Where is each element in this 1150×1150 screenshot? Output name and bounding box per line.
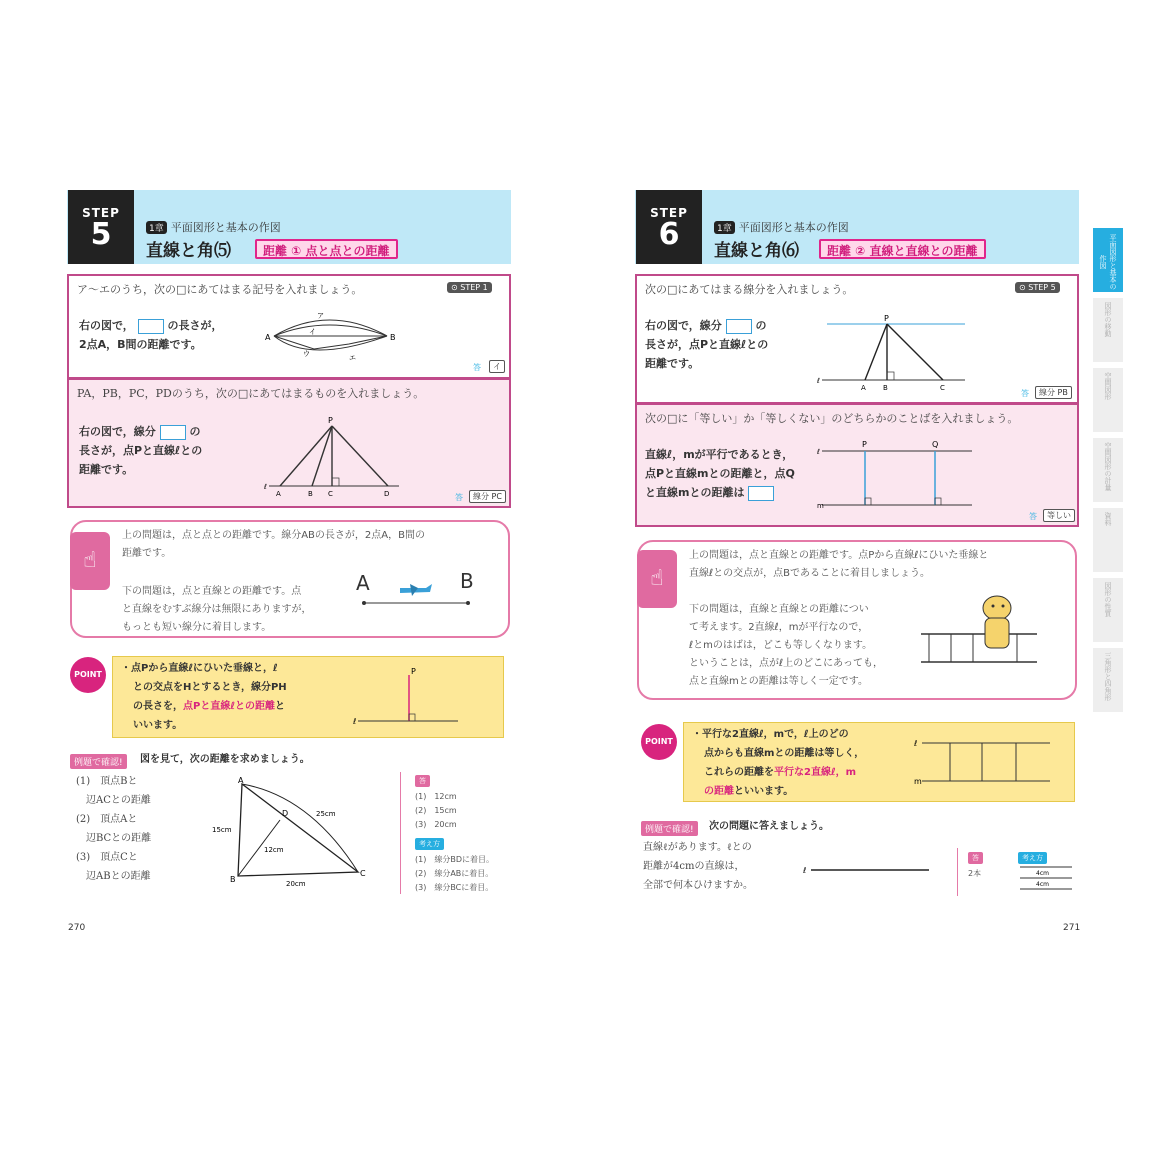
svg-text:m: m [817,502,824,510]
pointing-hand-icon: ☝ [637,550,677,608]
q1-answer: 線分 PB [1035,386,1072,399]
exp-line-1: 上の問題は，点と点との距離です。線分ABの長さが，2点A，B間の [122,530,425,541]
triangle-label: D [282,809,289,818]
svg-text:C: C [940,384,945,392]
perpendicular-figure [264,414,404,499]
svg-text:D: D [384,490,390,498]
point-line-4 [704,782,793,801]
example-items [643,838,753,895]
svg-text:ℓ: ℓ [914,739,918,748]
answer-label: 答 [415,775,430,787]
question-2-box: 次の□に「等しい」か「等しくない」のどちらかのことばを入れましょう。 直線ℓ，mが平行であるとき， 点Pと直線mとの距離と，点Q と直線mとの距離は P Q ℓ m 答 等しい [635,403,1079,527]
hint-item: 4cm [1036,870,1049,877]
explanation-box [70,520,510,638]
example-item: 辺ACとの距離 [76,795,151,806]
hint-item: 4cm [1036,881,1049,888]
side-tab-label: 資料 [1104,512,1112,526]
q2-answer: 線分 PC [469,490,506,503]
point-line-3b: 点Pと直線ℓとの距離 [183,701,276,712]
q1-instruction: ア～エのうち，次の□にあてはまる記号を入れましょう。 [77,283,363,296]
hint-figure [1018,864,1074,894]
topic-tag: 距離 ① 点と点との距離 [255,239,398,259]
q1-text-2: の長さが， [167,319,223,332]
svg-text:ℓ: ℓ [817,377,820,385]
svg-text:Q: Q [932,440,939,449]
exp-line-4: て考えます。2直線ℓ，mが平行なので， [689,622,869,633]
example-item: (3) 頂点Cと [76,852,138,863]
pointing-hand-icon: ☝ [70,532,110,590]
side-tab-label: 図形の性質 [1104,582,1112,617]
q1-step-badge: ⊙ STEP 5 [1015,282,1060,293]
svg-text:ℓ: ℓ [264,483,267,491]
point-line-1: ・点Pから直線ℓにひいた垂線と，ℓ [121,663,278,674]
example-label: 例題で確認! [641,821,698,836]
exp-line-3: 下の問題は，直線と直線との距離につい [689,604,869,615]
page-number: 271 [1063,923,1081,933]
point-box [112,656,504,738]
chapter-number: 1章 [146,221,167,234]
chapter-title: 平面図形と基本の作図 [170,221,281,234]
point-line-2: 点からも直線mとの距離は等しく， [704,748,865,759]
page-number: 270 [68,923,86,933]
hint-item: (3) 線分BCに着目。 [415,883,494,892]
q2-instruction: PA，PB，PC，PDのうち，次の□にあてはまるものを入れましょう。 [77,387,425,400]
side-tab[interactable] [1093,298,1123,362]
q2-instruction: 次の□に「等しい」か「等しくない」のどちらかのことばを入れましょう。 [645,412,1019,425]
exp-line-2: 直線ℓとの交点が，点Bであることに着目しましょう。 [689,568,930,579]
point-box [683,722,1075,802]
triangle-label: A [238,776,244,785]
answer-item: (1) 12cm [415,792,457,801]
q1-step-badge: ⊙ STEP 1 [447,282,492,293]
example-item: 直線ℓがあります。ℓとの [643,842,752,853]
q1-text [79,316,222,354]
example-instruction: 次の問題に答えましょう。 [709,821,829,832]
svg-text:ウ: ウ [303,350,310,358]
q1-text-4: 距離です。 [645,357,700,370]
svg-text:B: B [390,333,396,342]
point-line-3b: 平行な2直線ℓ，m [774,767,857,778]
exp-line-1: 上の問題は，点と直線との距離です。点Pから直線ℓにひいた垂線と [689,550,989,561]
divider [400,772,401,894]
side-tab[interactable] [1093,508,1123,572]
point-line-3 [704,763,856,782]
triangle-label: 25cm [316,810,336,818]
svg-text:A: A [356,571,370,595]
point-line-3 [133,697,285,716]
exp-line-5: もっとも短い線分に着目します。 [122,622,272,633]
exp-line-6: ということは，点がℓ上のどこにあっても， [689,658,884,669]
svg-text:C: C [328,490,333,498]
example-hints [415,853,494,895]
q2-text [645,445,795,502]
q1-answer: イ [489,360,505,373]
hint-label: 考え方 [1018,852,1047,864]
point-line-2: との交点をHとするとき，線分PH [133,682,287,693]
svg-text:P: P [328,416,333,425]
side-tab[interactable] [1093,368,1123,432]
answer-item: (2) 15cm [415,806,457,815]
plane-illustration [352,566,482,616]
svg-text:B: B [460,569,474,593]
point-line-3a: これらの距離を [704,767,774,778]
page-title: 直線と角⑸ [146,241,231,261]
side-tab-label: 空間図形の計量 [1104,442,1112,491]
triangle-label: C [360,869,366,878]
q2-text-3: と直線mとの距離は [645,486,745,499]
step-box [68,190,134,264]
example-item: 辺BCとの距離 [76,833,152,844]
point-line-4: いいます。 [133,720,183,731]
triangle-label: 12cm [264,846,284,854]
example-instruction: 図を見て，次の距離を求めましょう。 [140,754,310,765]
svg-text:イ: イ [309,328,316,336]
page-title: 直線と角⑹ [714,241,799,261]
svg-text:ℓ: ℓ [817,448,820,456]
chapter-title: 平面図形と基本の作図 [738,221,849,234]
side-tab-label: 平面図形と基本の作図 [1099,234,1117,290]
perpendicular-figure [817,310,967,395]
q1-text-1: 右の図で，線分 [645,319,722,332]
svg-text:ア: ア [317,312,324,320]
line-l-figure [803,860,933,880]
perpendicular-point-figure [353,665,463,731]
example-item: 全部で何本ひけますか。 [643,880,753,891]
svg-text:B: B [308,490,313,498]
q1-text-2: の [755,319,767,332]
right-page [575,0,1150,1150]
q2-answer: 等しい [1043,509,1075,522]
point-line-3a: の長さを， [133,701,183,712]
point-logo: POINT [70,657,106,693]
example-item: 辺ABとの距離 [76,871,151,882]
answer-item: 2本 [968,869,982,878]
example-item: 距離が4cmの直線は， [643,861,745,872]
side-tab[interactable] [1093,578,1123,642]
side-tab[interactable] [1093,228,1123,292]
point-line-1: ・平行な2直線ℓ，mで，ℓ上のどの [692,729,849,740]
explanation-box [637,540,1077,700]
chapter [714,219,849,235]
chapter-number: 1章 [714,221,735,234]
hint-label: 考え方 [415,838,444,850]
parallel-lines-figure [817,437,977,512]
q2-text-2: 点Pと直線mとの距離と，点Q [645,467,795,480]
svg-text:エ: エ [349,354,356,362]
curve-figure [239,304,399,364]
point-line-4b: といいます。 [734,786,794,797]
point-line-3c: と [275,701,286,712]
question-1-box: ア～エのうち，次の□にあてはまる記号を入れましょう。 ⊙ STEP 1 右の図で， の長さが， 2点A，B間の距離です。 A B ア イ ウ エ 答 イ [67,274,511,379]
side-tab-label: 空間図形 [1104,372,1112,400]
answer-label: 答 [968,852,983,864]
svg-text:P: P [884,314,889,323]
q1-blank[interactable] [138,319,164,334]
example-item: (1) 頂点Bと [76,776,138,787]
triangle-label: 15cm [212,826,232,834]
dog-ladder-illustration [917,592,1047,672]
q2-text [79,422,202,479]
side-tab-label: 図形の移動 [1104,302,1112,337]
exp-line-7: 点と直線mとの距離は等しく一定です。 [689,676,868,687]
svg-text:ℓ: ℓ [353,717,357,726]
parallel-point-figure [914,731,1054,795]
q2-blank[interactable] [160,425,186,440]
q2-text-2: の [189,425,201,438]
svg-text:A: A [861,384,866,392]
q2-blank[interactable] [748,486,774,501]
triangle-label: B [230,875,236,884]
q2-text-1: 右の図で，線分 [79,425,156,438]
q2-text-1: 直線ℓ，mが平行であるとき， [645,448,794,461]
step-number: 6 [658,217,680,252]
svg-text:P: P [862,440,867,449]
topic-tag: 距離 ② 直線と直線との距離 [819,239,986,259]
answer-item: (3) 20cm [415,820,457,829]
step-number: 5 [90,217,112,252]
side-tab-label: 三角形と四角形 [1104,652,1112,701]
example-items [76,772,151,886]
exp-line-5: ℓとmのはばは，どこも等しくなります。 [689,640,873,651]
side-tab[interactable] [1093,438,1123,502]
q2-text-4: 距離です。 [79,463,134,476]
exp-line-2: 距離です。 [122,548,172,559]
svg-text:A: A [265,333,271,342]
question-2-box: PA，PB，PC，PDのうち，次の□にあてはまるものを入れましょう。 右の図で，線分 の 長さが，点Pと直線ℓとの 距離です。 P A B C D ℓ 答 線分 PC [67,378,511,508]
step-label: STEP [82,206,120,220]
side-tab[interactable] [1093,648,1123,712]
hint-item: (2) 線分ABに着目。 [415,869,494,878]
example-answers [415,790,457,832]
svg-text:ℓ: ℓ [803,866,807,875]
q1-text [645,316,768,373]
q2-text-3: 長さが，点Pと直線ℓとの [79,444,203,457]
svg-text:m: m [914,777,922,786]
hint-item: (1) 線分BDに着目。 [415,855,494,864]
chapter [146,219,281,235]
q1-text-3: 長さが，点Pと直線ℓとの [645,338,769,351]
svg-text:A: A [276,490,281,498]
q1-text-1: 右の図で， [79,319,134,332]
q1-blank[interactable] [726,319,752,334]
q1-text-3: 2点A，B間の距離です。 [79,338,202,351]
divider [957,848,958,896]
triangle-figure [210,776,370,888]
svg-text:B: B [883,384,888,392]
step-label: STEP [650,206,688,220]
example-item: (2) 頂点Aと [76,814,138,825]
triangle-label: 20cm [286,880,306,888]
point-line-4a: の距離 [704,786,734,797]
question-1-box: 次の□にあてはまる線分を入れましょう。 ⊙ STEP 5 右の図で，線分 の 長さが，点Pと直線ℓとの 距離です。 P A B C ℓ 答 線分 PB [635,274,1079,404]
exp-line-3: 下の問題は，点と直線との距離です。点 [122,586,302,597]
svg-text:P: P [411,667,416,676]
example-label: 例題で確認! [70,754,127,769]
q1-instruction: 次の□にあてはまる線分を入れましょう。 [645,283,854,296]
exp-line-4: と直線をむすぶ線分は無限にありますが， [122,604,312,615]
point-logo: POINT [641,724,677,760]
step-box [636,190,702,264]
